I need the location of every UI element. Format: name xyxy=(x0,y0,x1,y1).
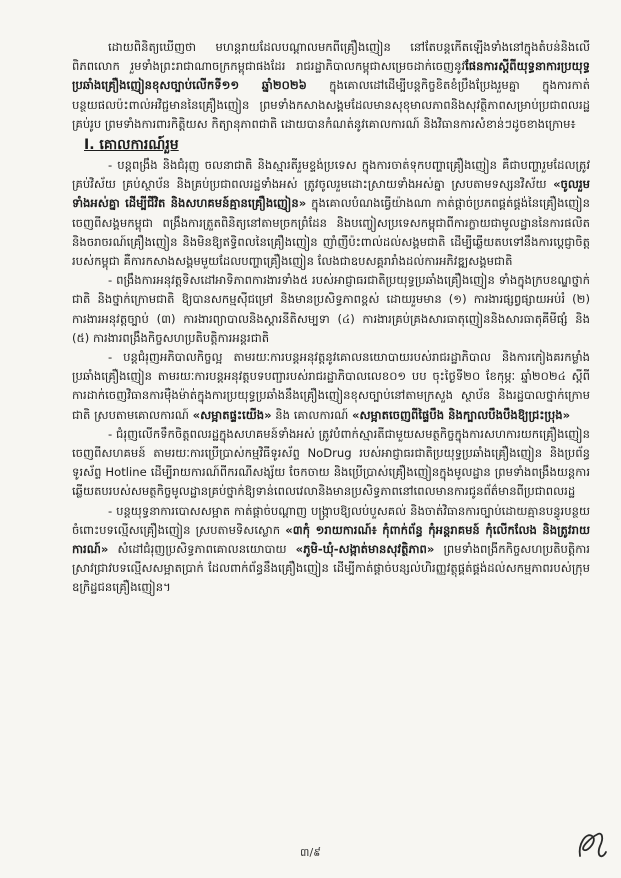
intro-text-1: ដោយពិនិត្យឃើញថា មហន្តរាយដែលបណ្ដាលមកពីគ្រឿងញៀន នៅតែបន្តកើតឡើងទាំងនៅក្នុងតំបន់និងលើពិភពលោក រួមទាំងព្រះរាជាណាចក្រកម្ពុជាផងដែរ រាជរដ្ឋាភិបាលកម្ពុជាសម្រេចដាក់ចេញនូវ xyxy=(72,40,590,74)
p4-text-2: និង គោលការណ៍ xyxy=(271,407,353,422)
principle-paragraph-3 xyxy=(72,348,590,425)
p6-slogan: «៣កុំ ១រាយការណ៍៖ កុំពាក់ព័ន្ធ កុំអន្តរាគមន៍ កុំលើកលែង និងត្រូវរាយការណ៍» xyxy=(72,522,590,557)
principle-paragraph-2: - ពង្រឹងការអនុវត្តទិសដៅអាទិភាពការងារទាំង៥ របស់អាជ្ញាធរជាតិប្រយុទ្ធប្រឆាំងគ្រឿងញៀន ទាំងក្នុងក្របខណ្ឌថ្នាក់ជាតិ និងថ្នាក់ក្រោមជាតិ ឱ្យបានសកម្មស៊ីជម្រៅ និងមានប្រសិទ្ធភាពខ្ពស់ ដោយរួមមាន (១) ការងារផ្សព្វផ្សាយអប់រំ (២) ការងារអនុវត្តច្បាប់ (៣) ការងារព្យាបាលនិងស្ដារនីតិសម្បទា (៤) ការងារគ្រប់គ្រងសារធាតុញៀននិងសារធាតុគីមីផ្សំ និង (៥) ការងារពង្រឹងកិច្ចសហប្រតិបត្តិការអន្តរជាតិ xyxy=(72,273,590,345)
p6-text-1: - បន្តយុទ្ធនាការបោសសម្អាត កាត់ផ្ដាច់បណ្ដាញ បង្ក្រាបឱ្យលប់បួសគល់ និងចាត់វិធានការច្បាប់ដោយគ្មានបន្ធូរបន្ថយចំពោះបទល្មើសគ្រឿងញៀន ស្របតាមទិសស្លោក xyxy=(72,503,590,537)
section-heading: I. គោលការណ៍រួម xyxy=(84,137,179,154)
p6-text-2: សំដៅជំរុញប្រសិទ្ធភាពគោលនយោបាយ xyxy=(108,542,296,557)
p6-text-3: ព្រមទាំងពង្រីកកិច្ចសហប្រតិបត្តិការស្រាវជ្រាវបទល្មើសសម្អាតប្រាក់ ដែលពាក់ព័ន្ធនឹងគ្រឿងញៀន ដើម្បីកាត់ផ្ដាច់បន្សល់ហិរញ្ញវត្ថុផ្គត់ផ្គង់ដល់សកម្មភាពរបស់ក្រុមឧក្រិដ្ឋជនគ្រឿងញៀន។ xyxy=(72,542,590,595)
p6-policy: «ភូមិ-ឃុំ-សង្កាត់មានសុវត្ថិភាព» xyxy=(295,542,435,557)
principle-paragraph-1 xyxy=(72,156,590,271)
p2-slogan: «ចូលរួមទាំងអស់គ្នា ដើម្បីជីវិត និងសហគមន៍គ្មានគ្រឿងញៀន» xyxy=(72,177,590,211)
page-number: ៣/៩ xyxy=(300,846,321,859)
principle-paragraph-4: - ជំរុញលើកទឹកចិត្តពលរដ្ឋក្នុងសហគមន៍ទាំងអស់ ត្រូវបំពាក់ស្មារតីជាមួយសមត្ថកិច្ចក្នុងការសហការយកគ្រឿងញៀនចេញពីសហគមន៍ តាមរយៈការប្រើប្រាស់កម្មវិធីទូរស័ព្ទ NoDrug របស់អាជ្ញាធរជាតិប្រយុទ្ធប្រឆាំងគ្រឿងញៀន និងប្រព័ន្ធទូរស័ព្ទ Hotline ដើម្បីរាយការណ៍ពីករណីសង្ស័យ ចែកចាយ និងប្រើប្រាស់គ្រឿងញៀនក្នុងមូលដ្ឋាន ព្រមទាំងពង្រឹងយន្តការឆ្លើយតបរបស់សមត្ថកិច្ចមូលដ្ឋានគ្រប់ថ្នាក់ឱ្យទាន់ពេលវេលានិងមានប្រសិទ្ធភាពនៅពេលមានការជូនព័ត៌មានពីប្រជាពលរដ្ឋ xyxy=(72,426,590,499)
intro-text-2: ក្នុងគោលដៅដើម្បីបន្តកិច្ចខិតខំប្រឹងប្រែងរួមគ្នា ក្នុងការកាត់បន្ថយផលប៉ះពាល់អវិជ្ជមាននៃគ្រឿងញៀន ព្រមទាំងកសាងសង្គមដែលមានសុខុមាលភាពនិងសុវត្ថិភាពសម្រាប់ប្រជាពលរដ្ឋគ្រប់រូប ព្រមទាំងការពារកិត្តិយស កិត្យានុភាពជាតិ ដោយបានកំណត់នូវគោលការណ៍ និងវិធានការសំខាន់ៗដូចខាងក្រោម៖ xyxy=(72,78,590,131)
intro-paragraph xyxy=(72,38,590,134)
p2-text-2: ក្នុងគោលបំណងធ្វើយ៉ាងណា កាត់ផ្ដាច់ប្រភពផ្គត់ផ្គង់នៃគ្រឿងញៀនចេញពីសង្គមកម្ពុជា ពង្រឹងការត្រួតពិនិត្យនៅតាមច្រកព្រំដែន និងបញ្ចៀសប្រទេសកម្ពុជាពីការក្លាយជាមូលដ្ឋាននៃការផលិត និងចរាចរណ៍គ្រឿងញៀន និងមិនឱ្យឥទ្ធិពលនៃគ្រឿងញៀន ញាំញីប៉ះពាល់ដល់សង្គមជាតិ ដើម្បីឆ្លើយតបទៅនឹងការប្ដេជ្ញាចិត្តរបស់កម្ពុជា គឺការកសាងសង្គមមួយដែលបញ្ហាគ្រឿងញៀន លែងជាឧបសគ្គរារាំងដល់ការអភិវឌ្ឍសង្គមជាតិ xyxy=(72,196,590,269)
principle-paragraph-5 xyxy=(72,502,590,598)
initial-signature xyxy=(572,826,612,866)
plan-title: ផែនការស្ដីពីយុទ្ធនាការប្រយុទ្ធប្រឆាំងគ្រឿងញៀនខុសច្បាប់លើកទី១១ ឆ្នាំ២០២៦ xyxy=(72,59,590,93)
p2-text-1: - បន្តពង្រឹង និងជំរុញ ចលនាជាតិ និងស្មារតីរួមខ្ទង់ប្រទេស ក្នុងការចាត់ទុកបញ្ហាគ្រឿងញៀន គឺជាបញ្ហារួមដែលត្រូវគ្រប់វិស័យ គ្រប់ស្ថាប័ន និងគ្រប់ប្រជាពលរដ្ឋទាំងអស់ ត្រូវចូលរួមដោះស្រាយទាំងអស់គ្នា ស្របតាមទស្សនវិស័យ xyxy=(72,158,590,192)
p4-text-1: - បន្តជំរុញអភិបាលកិច្ចល្អ តាមរយៈការបន្តអនុវត្តនូវគោលនយោបាយរបស់រាជរដ្ឋាភិបាល និងការកៀងគរកម្លាំងប្រឆាំងគ្រឿងញៀន តាមរយៈការបន្តអនុវត្តបទបញ្ជារបស់រាជរដ្ឋាភិបាលលេខ០១ បប ចុះថ្ងៃទី២០ ខែកុម្ភៈ ឆ្នាំ២០២៤ ស្ដីពីការដាក់ចេញវិធានការម៉ឺងម៉ាត់ក្នុងការប្រយុទ្ធប្រឆាំងនឹងគ្រឿងញៀនខុសច្បាប់នៅតាមក្រសួង ស្ថាប័ន និងរដ្ឋបាលថ្នាក់ក្រោមជាតិ ស្របតាមគោលការណ៍ xyxy=(72,350,590,422)
document-body xyxy=(72,38,590,598)
p4-principle-2: «សម្អាតចេញពីផ្ទៃបឹង និងក្បាលបឹងបឹងឱ្យជ្រះប្រុង» xyxy=(352,407,571,422)
p4-principle-1: «សម្អាតផ្ទះយើង» xyxy=(192,407,272,422)
